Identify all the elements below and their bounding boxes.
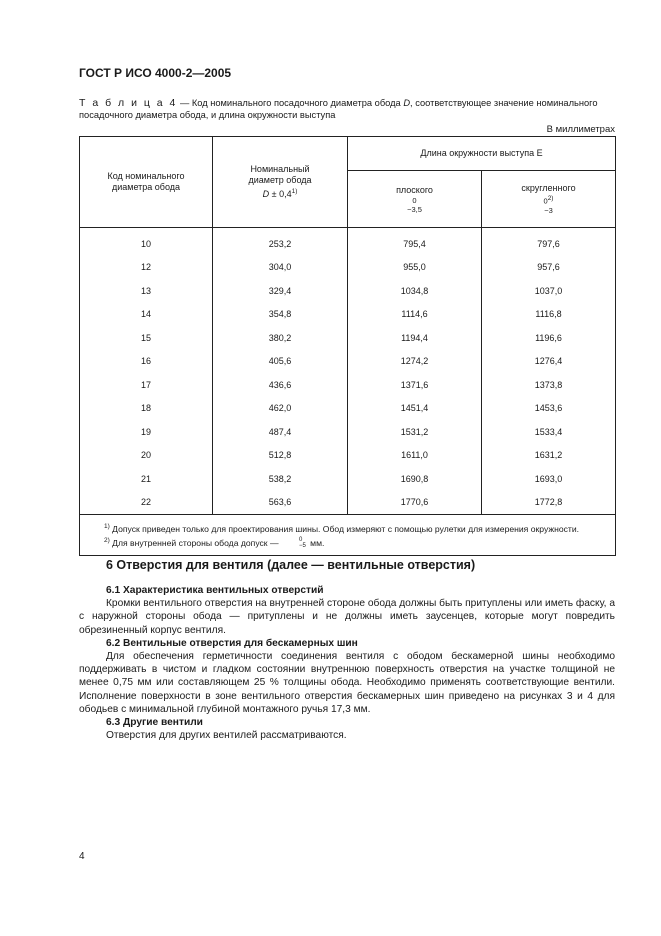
- col-header-rounded-tolerance: [544, 194, 554, 215]
- table-caption: [79, 97, 619, 121]
- col-header-circumference: Длина окружности выступа E: [348, 137, 616, 171]
- table-row: [80, 420, 616, 444]
- table-caption-d: D: [403, 98, 411, 108]
- cell-diameter: 329,4: [213, 279, 348, 303]
- table-row: [80, 256, 616, 280]
- cell-code: 15: [80, 326, 213, 350]
- cell-flat: 1194,4: [348, 326, 482, 350]
- cell-code: 14: [80, 303, 213, 327]
- cell-flat: 1770,6: [348, 491, 482, 515]
- cell-diameter: 563,6: [213, 491, 348, 515]
- cell-flat: 1611,0: [348, 444, 482, 468]
- cell-code: 16: [80, 350, 213, 374]
- flat-tol-upper: 0: [412, 195, 417, 205]
- page-number: 4: [79, 851, 85, 862]
- cell-code: 10: [80, 228, 213, 256]
- section-6-body: [79, 584, 615, 742]
- cell-rounded: 1631,2: [482, 444, 616, 468]
- col-header-rounded-label: скругленного: [521, 183, 576, 194]
- table-row: [80, 397, 616, 421]
- rim-diameter-table: [79, 136, 616, 556]
- table-caption-text-b: , соответствующее значение номинального посадочного диаметра обода, и длина окружности выступа: [79, 98, 598, 120]
- flat-tol-lower: −3,5: [407, 204, 422, 214]
- cell-code: 18: [80, 397, 213, 421]
- cell-diameter: 304,0: [213, 256, 348, 280]
- units-label: В миллиметрах: [546, 124, 615, 135]
- cell-rounded: 1196,6: [482, 326, 616, 350]
- cell-flat: 955,0: [348, 256, 482, 280]
- table-row: [80, 444, 616, 468]
- cell-flat: 1690,8: [348, 467, 482, 491]
- col-header-flat-label: плоского: [396, 184, 433, 195]
- col-header-flat-tolerance: [407, 196, 422, 214]
- col-header-diameter-line3: [213, 186, 347, 200]
- table-notes: [80, 515, 616, 556]
- cell-diameter: 405,6: [213, 350, 348, 374]
- cell-rounded: 1037,0: [482, 279, 616, 303]
- footnote-2-tol-lower: −5: [298, 543, 306, 550]
- cell-flat: 1114,6: [348, 303, 482, 327]
- footnote-2-mark: 2): [104, 536, 110, 544]
- cell-code: 22: [80, 491, 213, 515]
- cell-diameter: 487,4: [213, 420, 348, 444]
- subsection-6-1-text: Кромки вентильного отверстия на внутренней стороне обода должны быть притуплены или иметь фаску, а с наружной стороны обода — притуплены и не должны иметь заусенцев, которые могут повредить обрезиненный корпус вентиля.: [79, 598, 615, 636]
- cell-code: 12: [80, 256, 213, 280]
- cell-rounded: 1116,8: [482, 303, 616, 327]
- table-row: [80, 303, 616, 327]
- document-header: ГОСТ Р ИСО 4000-2—2005: [79, 66, 232, 80]
- table-row: [80, 373, 616, 397]
- cell-code: 21: [80, 467, 213, 491]
- col-header-diameter: [213, 137, 348, 228]
- footnote-2-tolerance: [283, 537, 306, 549]
- footnote-1: [88, 521, 609, 535]
- subsection-6-1-title: 6.1 Характеристика вентильных отверстий: [106, 585, 324, 596]
- cell-flat: 1451,4: [348, 397, 482, 421]
- cell-flat: 1274,2: [348, 350, 482, 374]
- cell-code: 17: [80, 373, 213, 397]
- col-header-rounded: [482, 171, 616, 228]
- table-row: [80, 491, 616, 515]
- cell-rounded: 1453,6: [482, 397, 616, 421]
- cell-flat: 1531,2: [348, 420, 482, 444]
- cell-diameter: 380,2: [213, 326, 348, 350]
- table-row: [80, 228, 616, 256]
- subsection-6-2-text: Для обеспечения герметичности соединения вентиля с ободом бескамерной шины необходимо поддерживать в чистом и гладком состоянии внутреннюю поверхность отверстия на участке толщиной не менее 0,75 мм или составляющем 25 % толщины обода. Необходимо применять соответствующие вентили. Исполнение поверхности в зоне вентильного отверстия бескамерных шин приведено на рисунках 3 и 4 для ободьев с минимальной глубиной монтажного ручья 17,3 мм.: [79, 651, 615, 715]
- footnote-2: [88, 535, 609, 550]
- cell-flat: 1034,8: [348, 279, 482, 303]
- subsection-6-2-title: 6.2 Вентильные отверстия для бескамерных шин: [106, 637, 358, 649]
- table-body: [80, 228, 616, 515]
- cell-rounded: 1772,8: [482, 491, 616, 515]
- footnote-1-mark: 1): [104, 523, 110, 530]
- cell-code: 19: [80, 420, 213, 444]
- table-row: [80, 350, 616, 374]
- cell-diameter: 462,0: [213, 397, 348, 421]
- cell-flat: 795,4: [348, 228, 482, 256]
- footnote-1-text: Допуск приведен только для проектирования шины. Обод измеряют с помощью рулетки для измерения окружности.: [109, 523, 580, 534]
- subsection-6-3-title: 6.3 Другие вентили: [106, 717, 203, 729]
- subsection-6-3-text: Отверстия для других вентилей рассматриваются.: [106, 730, 347, 742]
- cell-flat: 1371,6: [348, 373, 482, 397]
- cell-diameter: 253,2: [213, 228, 348, 256]
- col-header-diameter-d: D: [262, 189, 270, 199]
- col-header-flat: [348, 171, 482, 228]
- footnote-2-tol-upper: 0: [298, 537, 303, 544]
- cell-code: 20: [80, 444, 213, 468]
- table-caption-label: Т а б л и ц а 4: [79, 97, 178, 109]
- rounded-tol-upper: 0: [543, 196, 548, 206]
- cell-rounded: 1373,8: [482, 373, 616, 397]
- table-row: [80, 467, 616, 491]
- cell-rounded: 1276,4: [482, 350, 616, 374]
- cell-diameter: 512,8: [213, 444, 348, 468]
- footnote-2-text-b: мм.: [307, 537, 325, 548]
- rounded-tol-upper-wrap: [544, 194, 554, 206]
- cell-code: 13: [80, 279, 213, 303]
- table-row: [80, 326, 616, 350]
- table-row: [80, 279, 616, 303]
- cell-rounded: 957,6: [482, 256, 616, 280]
- cell-diameter: 354,8: [213, 303, 348, 327]
- table-caption-text-a: — Код номинального посадочного диаметра обода: [179, 98, 404, 108]
- cell-rounded: 1693,0: [482, 467, 616, 491]
- cell-diameter: 436,6: [213, 373, 348, 397]
- col-header-code: Код номинального диаметра обода: [80, 137, 213, 228]
- footnote-2-text-a: Для внутренней стороны обода допуск —: [109, 537, 281, 548]
- col-header-diameter-sup: 1): [291, 188, 298, 195]
- col-header-diameter-line2: диаметр обода: [248, 175, 312, 185]
- col-header-diameter-line1: Номинальный: [250, 164, 310, 174]
- cell-rounded: 797,6: [482, 228, 616, 256]
- rounded-tol-lower: −3: [544, 205, 553, 215]
- cell-rounded: 1533,4: [482, 420, 616, 444]
- col-header-diameter-tol: ± 0,4: [269, 189, 292, 199]
- section-6-title: 6 Отверстия для вентиля (далее — вентильные отверстия): [106, 558, 476, 572]
- rounded-tol-sup: 2): [547, 195, 554, 203]
- cell-diameter: 538,2: [213, 467, 348, 491]
